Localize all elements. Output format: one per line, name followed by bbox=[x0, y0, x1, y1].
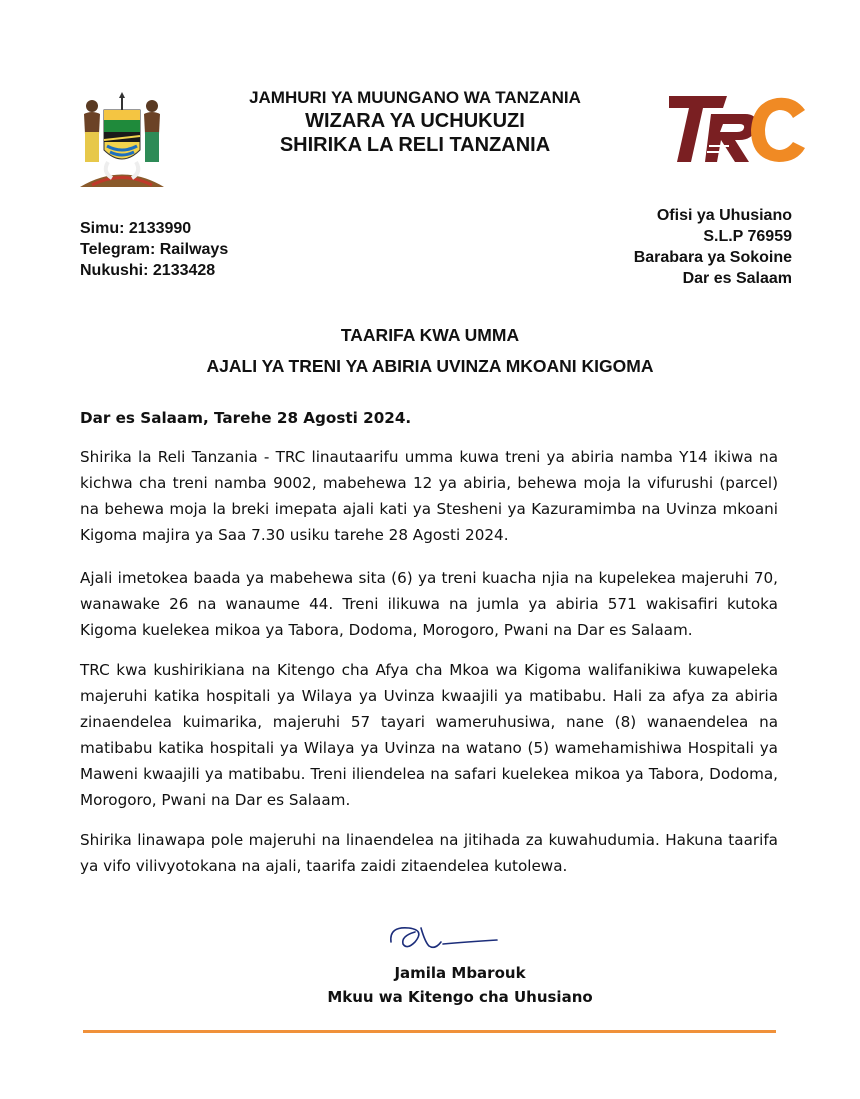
signature bbox=[385, 920, 505, 965]
notice-subject: AJALI YA TRENI YA ABIRIA UVINZA MKOANI KIGOMA bbox=[206, 356, 654, 376]
coat-of-arms-logo bbox=[72, 92, 172, 197]
fax-number: Nukushi: 2133428 bbox=[80, 262, 216, 279]
paragraph-1: Shirika la Reli Tanzania - TRC linautaarifu umma kuwa treni ya abiria namba Y14 ikiwa na kichwa cha treni namba 9002, mabehewa 12 ya abiria, behewa moja la vifurushi (parcel) na behewa moja la breki imepata ajali kati ya Stesheni ya Kazuramimba na Uvinza mkoani Kigoma majira ya Saa 7.30 usiku tarehe 28 Agosti 2024. bbox=[80, 448, 778, 544]
footer-divider bbox=[83, 1030, 776, 1033]
telegram-address: Telegram: Railways bbox=[80, 241, 229, 258]
city: Dar es Salaam bbox=[682, 270, 792, 287]
date-line: Dar es Salaam, Tarehe 28 Agosti 2024. bbox=[80, 409, 412, 427]
signer-title: Mkuu wa Kitengo cha Uhusiano bbox=[327, 988, 593, 1006]
trc-logo bbox=[665, 90, 810, 175]
header-ministry: WIZARA YA UCHUKUZI bbox=[305, 110, 525, 132]
trc-logo-icon bbox=[665, 90, 810, 170]
paragraph-4: Shirika linawapa pole majeruhi na linaendelea na jitihada za kuwahudumia. Hakuna taarifa ya vifo vilivyotokana na ajali, taarifa zaidi zitaendelea kutolewa. bbox=[80, 831, 778, 875]
notice-title: TAARIFA KWA UMMA bbox=[340, 325, 520, 345]
paragraph-3: TRC kwa kushirikiana na Kitengo cha Afya cha Mkoa wa Kigoma walifanikiwa kuwapeleka majeruhi katika hospitali ya Wilaya ya Uvinza kwaajili ya matibabu. Hali za afya za abiria zinaendelea kuimarika, majeruhi 57 tayari wameruhusiwa, nane (8) wanaendelea na matibabu katika hospitali ya Wilaya ya Uvinza na watano (5) wamehamishiwa Hospitali ya Maweni kwaajili ya matibabu. Treni iliendelea na safari kuelekea mikoa ya Tabora, Dodoma, Morogoro, Pwani na Dar es Salaam. bbox=[80, 661, 778, 809]
contact-details-left bbox=[80, 218, 228, 281]
handwritten-signature-icon bbox=[385, 920, 505, 960]
tanzania-coat-of-arms-icon bbox=[72, 92, 172, 192]
header-organization: SHIRIKA LA RELI TANZANIA bbox=[279, 134, 551, 156]
street-address: Barabara ya Sokoine bbox=[633, 249, 792, 266]
contact-details-right bbox=[634, 205, 792, 289]
office-name: Ofisi ya Uhusiano bbox=[656, 207, 792, 224]
header-republic: JAMHURI YA MUUNGANO WA TANZANIA bbox=[249, 88, 581, 107]
phone-number: Simu: 2133990 bbox=[80, 220, 192, 237]
po-box: S.L.P 76959 bbox=[703, 228, 792, 245]
signer-name: Jamila Mbarouk bbox=[394, 964, 526, 982]
paragraph-2: Ajali imetokea baada ya mabehewa sita (6) ya treni kuacha njia na kupelekea majeruhi 70, wanawake 26 na wanaume 44. Treni ilikuwa na jumla ya abiria 571 wakisafiri kutoka Kigoma kuelekea mikoa ya Tabora, Dodoma, Morogoro, Pwani na Dar es Salaam. bbox=[80, 569, 778, 639]
